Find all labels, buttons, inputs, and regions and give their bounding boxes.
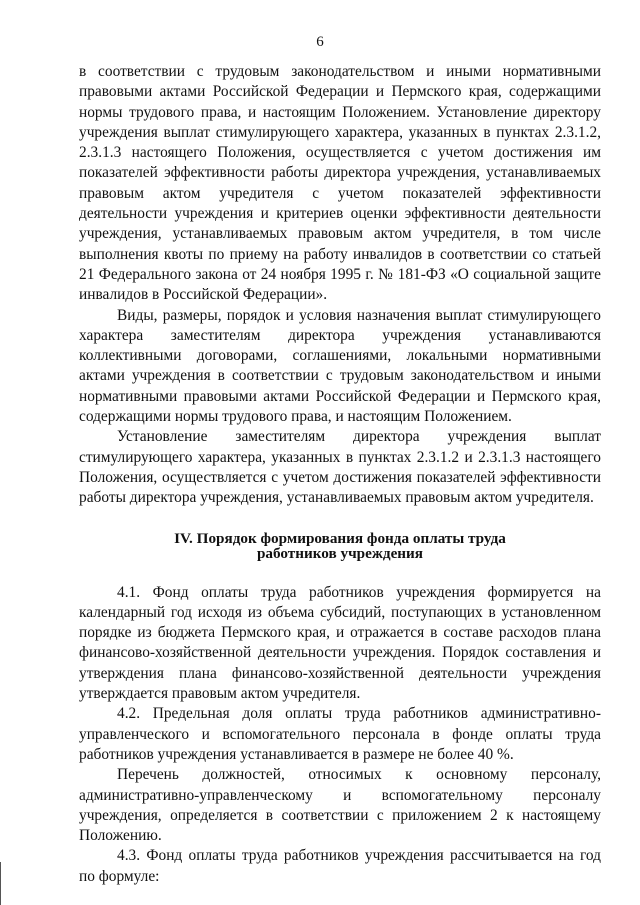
page-number: 6 (316, 34, 324, 50)
section-heading-line-2: работников учреждения (256, 544, 424, 562)
paragraph-staff-list: Перечень должностей, относимых к основному персоналу, административно-управленческому и вспомогательному персоналу учреждения, определяется в соответствии с приложением 2 к настоящему Положению. (79, 766, 601, 845)
paragraph-continuation: в соответствии с трудовым законодательством и иными нормативными правовыми актами Российской Федерации и Пермского края, содержащими нормы трудового права, и настоящим Положением. Установление директору учреждения выплат стимулирующего характера, указанных в пунктах 2.3.1.2, 2.3.1.3 настоящего Положения, осуществляется с учетом достижения им показателей эффективности работы директора учреждения, устанавливаемых правовым актом учредителя с учетом показателей эффективности деятельности учреждения и критериев оценки эффективности деятельности учреждения, устанавливаемых правовым актом учредителя, в том числе выполнения квоты по приему на работу инвалидов в соответствии со статьей 21 Федерального закона от 24 ноября 1995 г. № 181-ФЗ «О социальной защите инвалидов в Российской Федерации». (79, 63, 601, 304)
paragraph-4-3: 4.3. Фонд оплаты труда работников учреждения рассчитывается на год по формуле: (79, 847, 601, 885)
scan-edge-mark (0, 862, 1, 905)
paragraph-deputy-incentives: Виды, размеры, порядок и условия назначения выплат стимулирующего характера заместителям директора учреждения устанавливаются коллективными договорами, соглашениями, локальными нормативными актами учреждения в соответствии с трудовым законодательством и иными нормативными правовыми актами Российской Федерации и Пермского края, содержащими нормы трудового права, и настоящим Положением. (79, 306, 601, 426)
paragraph-deputy-incentive-conditions: Установление заместителям директора учреждения выплат стимулирующего характера, указанных в пунктах 2.3.1.2 и 2.3.1.3 настоящего Положения, осуществляется с учетом достижения показателей эффективности работы директора учреждения, устанавливаемых правовым актом учредителя. (79, 428, 601, 507)
document-body (79, 62, 601, 887)
section-heading-line-1: IV. Порядок формирования фонда оплаты труда (174, 529, 506, 547)
section-heading (79, 531, 601, 561)
paragraph-4-1: 4.1. Фонд оплаты труда работников учреждения формируется на календарный год исходя из объема субсидий, поступающих в установленном порядке из бюджета Пермского края, и отражается в составе расходов плана финансово-хозяйственной деятельности учреждения. Порядок составления и утверждения плана финансово-хозяйственной деятельности учреждения утверждается правовым актом учредителя. (79, 583, 601, 703)
paragraph-4-2: 4.2. Предельная доля оплаты труда работников административно-управленческого и вспомогательного персонала в фонде оплаты труда работников учреждения устанавливается в размере не более 40 %. (79, 705, 601, 763)
